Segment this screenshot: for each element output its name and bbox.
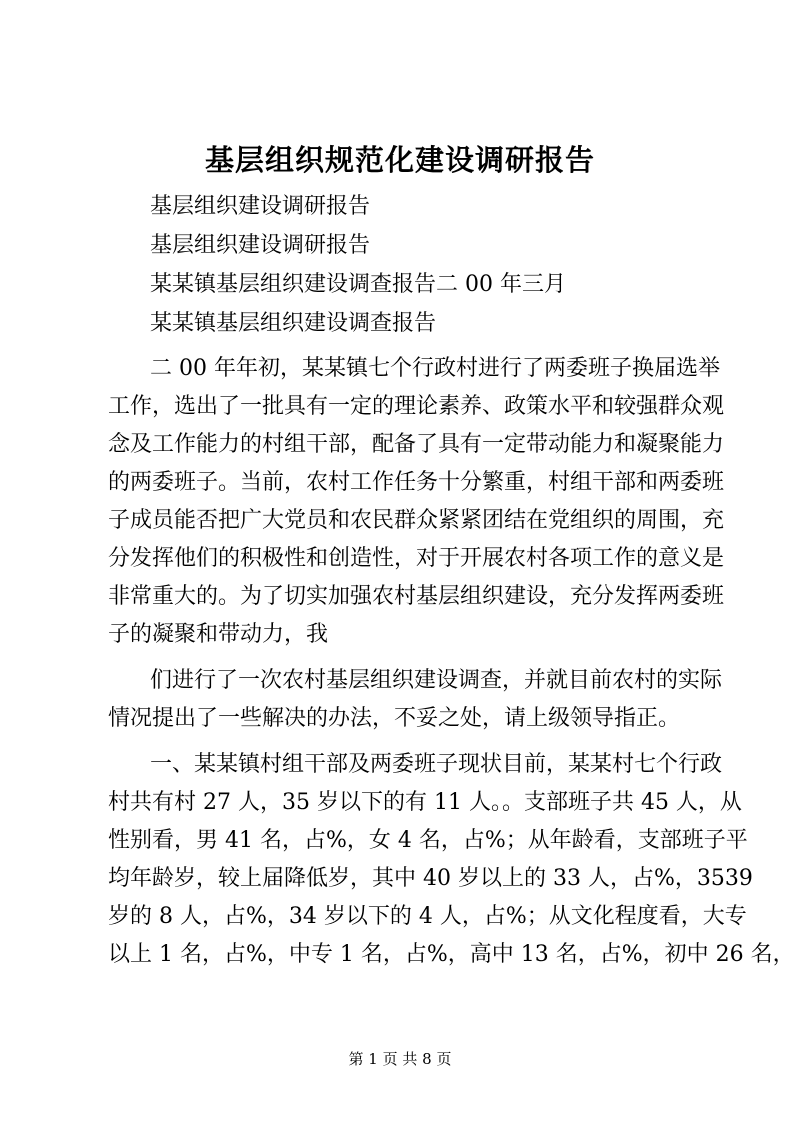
paragraph-line: 们进行了一次农村基层组织建设调查，并就目前农村的实际 <box>150 668 723 693</box>
paragraph-line: 二 00 年年初，某某镇七个行政村进行了两委班子换届选举 <box>150 356 720 381</box>
paragraph-line: 工作，选出了一批具有一定的理论素养、政策水平和较强群众观 <box>108 394 725 419</box>
paragraph-line: 性别看，男 41 名，占%，女 4 名，占%；从年龄看，支部班子平 <box>108 828 748 853</box>
paragraph-line: 子成员能否把广大党员和农民群众紧紧团结在党组织的周围，充 <box>108 508 725 533</box>
subtitle-line: 基层组织建设调研报告 <box>150 233 371 258</box>
paragraph-line: 均年龄岁，较上届降低岁，其中 40 岁以上的 33 人，占%，3539 <box>108 866 753 891</box>
document-title: 基层组织规范化建设调研报告 <box>204 143 595 177</box>
paragraph-line: 分发挥他们的积极性和创造性，对于开展农村各项工作的意义是 <box>108 546 725 571</box>
paragraph-line: 岁的 8 人，占%，34 岁以下的 4 人，占%；从文化程度看，大专 <box>108 904 747 929</box>
paragraph-line: 的两委班子。当前，农村工作任务十分繁重，村组干部和两委班 <box>108 470 725 495</box>
paragraph-line: 念及工作能力的村组干部，配备了具有一定带动能力和凝聚能力 <box>108 432 725 457</box>
paragraph-line: 一、某某镇村组干部及两委班子现状目前，某某村七个行政 <box>150 752 723 777</box>
paragraph-line: 以上 1 名，占%，中专 1 名，占%，高中 13 名，占%，初中 26 名， <box>108 942 795 967</box>
page-number: 第 1 页 共 8 页 <box>348 1050 452 1068</box>
paragraph-line: 非常重大的。为了切实加强农村基层组织建设，充分发挥两委班 <box>108 584 725 609</box>
subtitle-line: 某某镇基层组织建设调查报告 <box>150 311 437 336</box>
paragraph-line: 子的凝聚和带动力，我 <box>108 622 329 647</box>
paragraph-line: 情况提出了一些解决的办法，不妥之处，请上级领导指正。 <box>108 706 681 731</box>
subtitle-line: 某某镇基层组织建设调查报告二 00 年三月 <box>150 272 566 297</box>
paragraph-line: 村共有村 27 人，35 岁以下的有 11 人。。支部班子共 45 人，从 <box>108 790 742 815</box>
subtitle-line: 基层组织建设调研报告 <box>150 194 371 219</box>
